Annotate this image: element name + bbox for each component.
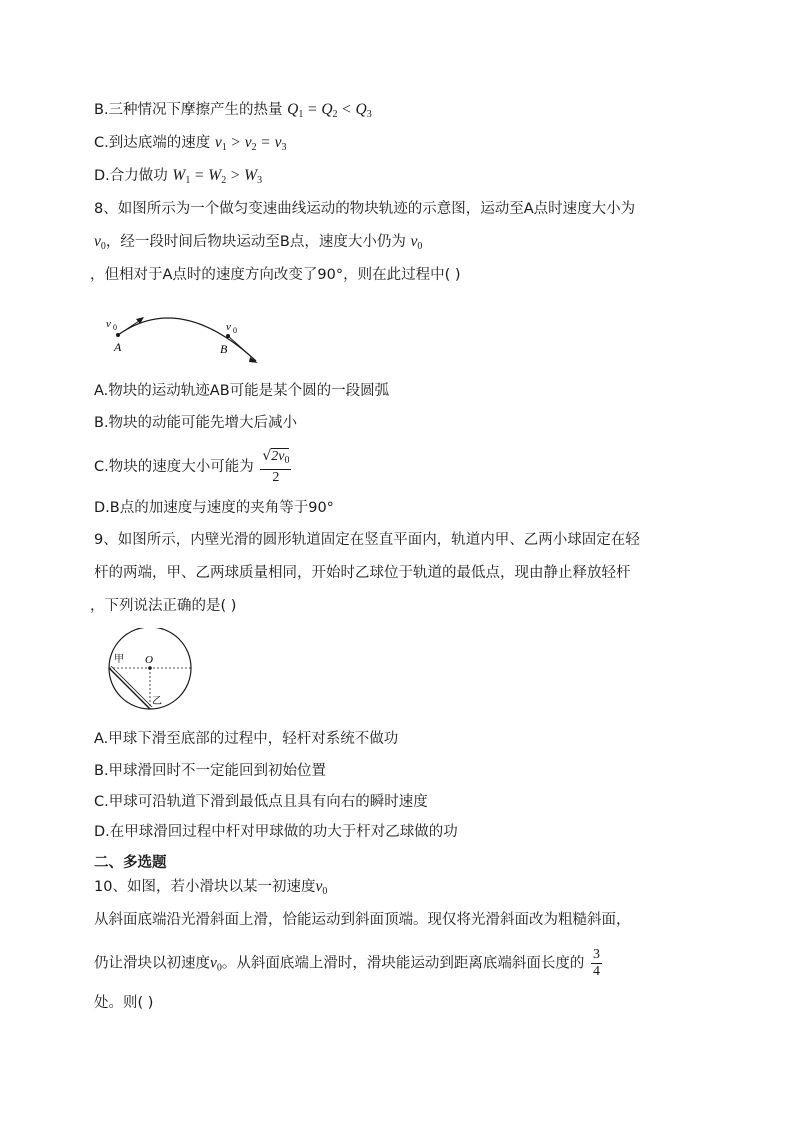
math-v2: v [244, 134, 252, 151]
sub-0: 0 [216, 962, 222, 974]
arrowhead-a [136, 317, 144, 324]
math-q1: Q [287, 101, 299, 118]
math-q2: Q [321, 101, 333, 118]
label-b: B [220, 342, 228, 356]
q10-stem-line1-text: 10、如图，若小滑块以某一初速度 [94, 879, 316, 895]
sub-0: 0 [284, 455, 290, 466]
q8-stem-line1: 8、如图所示为一个做匀变速曲线运动的物块轨迹的示意图，运动至A点时速度大小为 [94, 201, 636, 217]
point-a-dot [116, 333, 120, 337]
sub-3: 3 [281, 142, 287, 153]
q9-option-b: B.甲球滑回时不一定能回到初始位置 [94, 763, 327, 779]
sqrt-arg [271, 448, 289, 464]
q8-option-d: D.B点的加速度与速度的夹角等于90° [94, 500, 334, 516]
q10-stem-line2: 从斜面底端沿光滑斜面上滑，恰能运动到斜面顶端。现仅将光滑斜面改为粗糙斜面， [94, 912, 631, 928]
math-gt: > [230, 167, 240, 184]
math-w2: W [208, 167, 222, 184]
math-v3: v [274, 134, 282, 151]
sub-3: 3 [366, 109, 372, 120]
center-dot [148, 666, 152, 670]
sub-3: 3 [257, 175, 263, 186]
math-lt: < [342, 101, 351, 118]
q10-stem-line3 [94, 947, 604, 980]
trajectory-curve [118, 318, 256, 361]
sqrt-sign: √ [262, 448, 272, 464]
fraction-numerator: 3 [593, 947, 600, 962]
sub-0: 0 [417, 241, 423, 252]
q8-option-c [94, 448, 293, 486]
math-q3: Q [355, 101, 367, 118]
fraction-three-quarters [591, 947, 602, 980]
q8-option-b: B.物块的动能可能先增大后减小 [94, 415, 298, 431]
math-w1: W [172, 167, 186, 184]
velocity-arrow-b [228, 336, 256, 361]
label-v0-b: v [226, 321, 231, 333]
fraction-denominator: 2 [272, 470, 280, 485]
sub-1: 1 [185, 175, 191, 186]
section-heading-multiple-choice: 二、多选题 [94, 855, 167, 871]
q8-option-a: A.物块的运动轨迹AB可能是某个圆的一段圆弧 [94, 383, 390, 399]
q7-option-d [94, 166, 262, 191]
q8-stem-line2-text: ，经一段时间后物块运动至B点，速度大小仍为 [105, 234, 406, 250]
q8-stem-line3: ，但相对于A点时的速度方向改变了90°，则在此过程中( ) [90, 267, 461, 283]
label-v0-b-sub: 0 [233, 326, 237, 335]
fraction-denominator: 4 [593, 964, 600, 979]
sub-1: 1 [298, 109, 304, 120]
q8-trajectory-figure [100, 305, 270, 370]
math-v1: v [214, 134, 222, 151]
q7-option-b-text: B.三种情况下摩擦产生的热量 [94, 102, 283, 118]
math-v0: v [410, 233, 418, 250]
label-o: O [145, 654, 153, 666]
sub-0: 0 [100, 241, 106, 252]
q9-circle-track-figure [100, 628, 200, 714]
label-a: A [114, 340, 122, 354]
q7-option-c [94, 133, 286, 158]
q9-stem-line1: 9、如图所示，内壁光滑的圆形轨道固定在竖直平面内，轨道内甲、乙两小球固定在轻 [94, 532, 640, 548]
q8-stem-line2 [94, 232, 422, 257]
math-v0: v [315, 878, 323, 895]
fraction-numerator [260, 448, 291, 470]
q9-option-d: D.在甲球滑回过程中杆对甲球做的功大于杆对乙球做的功 [94, 824, 458, 840]
math-eq: = [307, 101, 317, 118]
q10-stem-line1 [94, 877, 327, 902]
math-w3: W [244, 167, 258, 184]
sub-2: 2 [251, 142, 257, 153]
q7-option-b [94, 100, 372, 125]
label-jia: 甲 [114, 654, 124, 665]
q8-option-c-text: C.物块的速度大小可能为 [94, 459, 254, 475]
math-v0: v [94, 233, 101, 250]
sub-0: 0 [322, 886, 328, 897]
q9-option-c: C.甲球可沿轨道下滑到最低点且具有向右的瞬时速度 [94, 794, 428, 810]
label-yi: 乙 [152, 696, 162, 707]
label-v0-a: v [106, 318, 111, 330]
math-gt: > [231, 134, 241, 151]
q7-option-d-text: D.合力做功 [94, 168, 168, 184]
sub-2: 2 [221, 175, 227, 186]
label-v0-a-sub: 0 [113, 323, 117, 332]
light-rod-edge [111, 666, 152, 707]
fraction-sqrt2v0-over-2 [260, 448, 291, 486]
q9-stem-line2: 杆的两端，甲、乙两球质量相同，开始时乙球位于轨道的最低点，现由静止释放轻杆 [94, 565, 631, 581]
q10-stem-line3-text-b: 。从斜面底端上滑时，滑块能运动到距离底端斜面长度的 [221, 955, 585, 972]
q9-stem-line3: ，下列说法正确的是( ) [90, 598, 237, 614]
sqrt-arg-text: 2v [271, 449, 285, 464]
math-v0: v [210, 954, 217, 972]
arrowhead-b [249, 357, 258, 363]
q9-option-a: A.甲球下滑至底部的过程中，轻杆对系统不做功 [94, 731, 399, 747]
sub-1: 1 [221, 142, 227, 153]
q10-stem-line3-text-a: 仍让滑块以初速度 [94, 955, 210, 972]
sub-2: 2 [332, 109, 338, 120]
q7-option-c-text: C.到达底端的速度 [94, 135, 211, 151]
point-b-dot [226, 334, 230, 338]
q10-stem-line4: 处。则( ) [94, 995, 154, 1011]
math-eq: = [194, 167, 204, 184]
math-eq: = [261, 134, 270, 151]
